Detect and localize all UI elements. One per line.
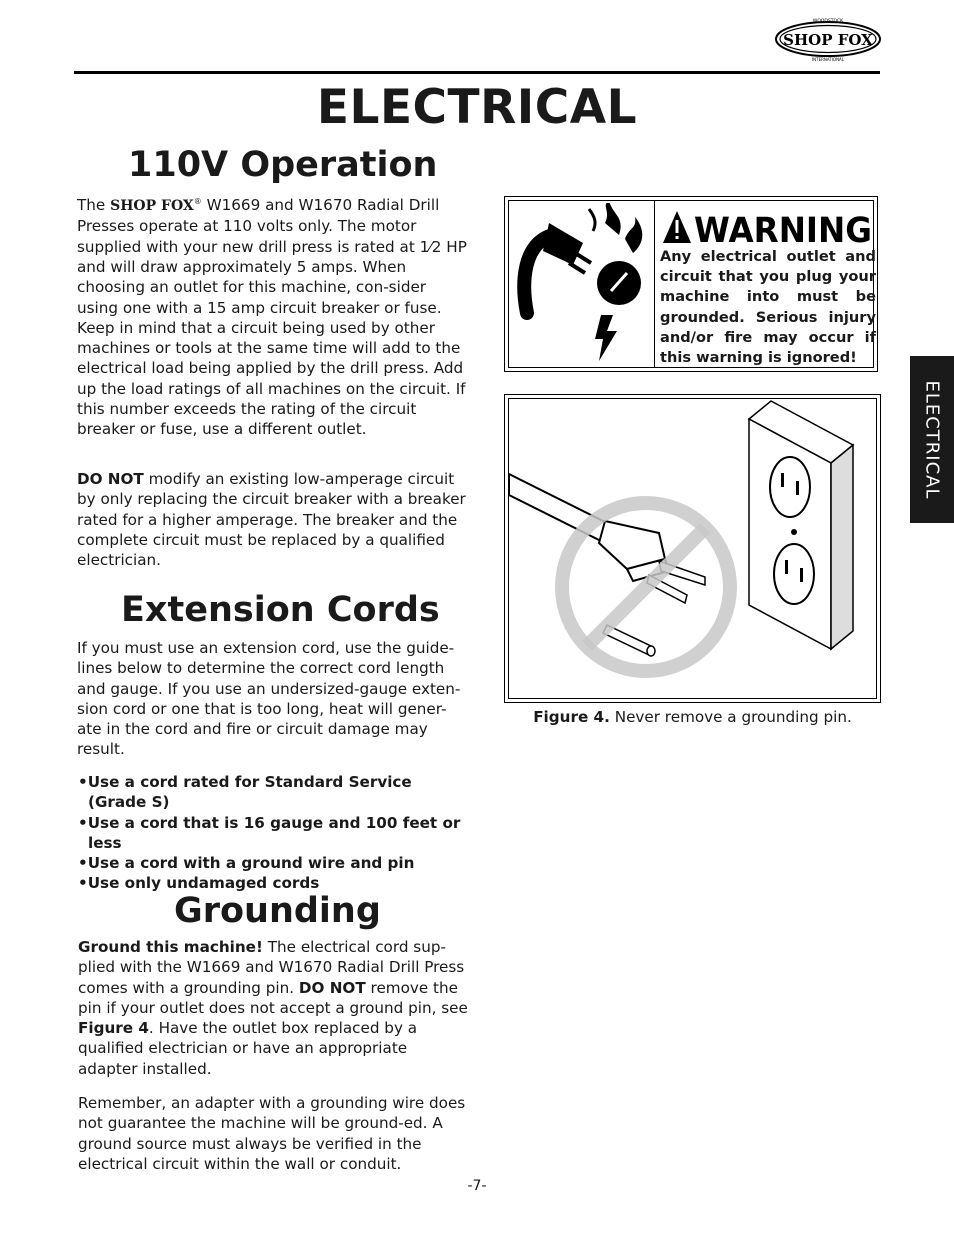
page-number: -7-	[467, 1178, 487, 1194]
operation-paragraph-2: DO NOT modify an existing low-amperage circuit by only replacing the circuit breaker with a breaker rated for a higher amperage. The breaker and the complete circuit must be replaced by a qualified electrician.	[77, 470, 466, 570]
electrical-hazard-icon	[513, 203, 651, 363]
section-heading-110v: 110V Operation	[128, 145, 438, 185]
grounding-paragraph-1: Ground this machine! The electrical cord sup-plied with the W1669 and W1670 Radial Drill Press comes with a grounding pin. DO NOT remove the pin if your outlet does not accept a ground pin, see Figure 4. Have the outlet box replaced by a qualified electrician or have an appropriate adapter installed.	[78, 938, 468, 1078]
grounding-pin-illustration	[509, 399, 876, 698]
grounding-paragraph-2: Remember, an adapter with a grounding wire does not guarantee the machine will be ground-ed. A ground source must always be verified in the electrical circuit within the wall or conduit.	[78, 1094, 466, 1173]
section-side-tab	[910, 356, 954, 523]
section-heading-grounding: Grounding	[174, 891, 381, 931]
page-title: ELECTRICAL	[316, 80, 638, 135]
extension-paragraph: If you must use an extension cord, use the guide-lines below to determine the correct cord length and gauge. If you use an undersized-gauge exten-sion cord or one that is too long, heat will gener-ate in the cord and fire or circuit damage may result.	[77, 639, 461, 759]
operation-paragraph-1: The SHOP FOX® W1669 and W1670 Radial Drill Presses operate at 110 volts only. The motor supplied with your new drill press is rated at 1⁄2 HP and will draw approximately 5 amps. When choosing an outlet for this machine, con-sider using one with a 15 amp circuit breaker or fuse. Keep in mind that a circuit being used by other machines or tools at the same time will add to the electrical load being applied by the drill press. Add up the load ratings of all machines on the circuit. If this number exceeds the rating of the circuit breaker or fuse, use a different outlet.	[77, 196, 467, 439]
svg-text:WOODSTOCK: WOODSTOCK	[812, 19, 844, 24]
list-item: •Use a cord that is 16 gauge and 100 feet or less	[78, 813, 461, 852]
svg-text:WARNING: WARNING	[694, 211, 872, 247]
list-item: •Use a cord rated for Standard Service (Grade S)	[78, 773, 412, 812]
side-tab-label: ELECTRICAL	[921, 379, 943, 500]
warning-divider	[654, 201, 655, 367]
list-item: •Use only undamaged cords	[78, 874, 320, 893]
warning-title	[660, 205, 876, 247]
figure-caption: Figure 4. Never remove a grounding pin.	[533, 708, 852, 726]
warning-text: Any electrical outlet and circuit that you plug your machine into must be grounded. Serious injury and/or fire may occur if this warning is ignored!	[660, 248, 876, 367]
section-heading-extension-cords: Extension Cords	[121, 590, 440, 630]
shop-fox-logo	[774, 14, 882, 64]
list-item: •Use a cord with a ground wire and pin	[78, 854, 415, 873]
warning-box	[504, 196, 878, 372]
header-rule	[74, 71, 880, 74]
extension-guidelines-list	[77, 772, 467, 894]
figure-4	[504, 394, 881, 703]
svg-text:SHOP FOX: SHOP FOX	[783, 31, 873, 49]
svg-text:INTERNATIONAL: INTERNATIONAL	[811, 57, 845, 62]
